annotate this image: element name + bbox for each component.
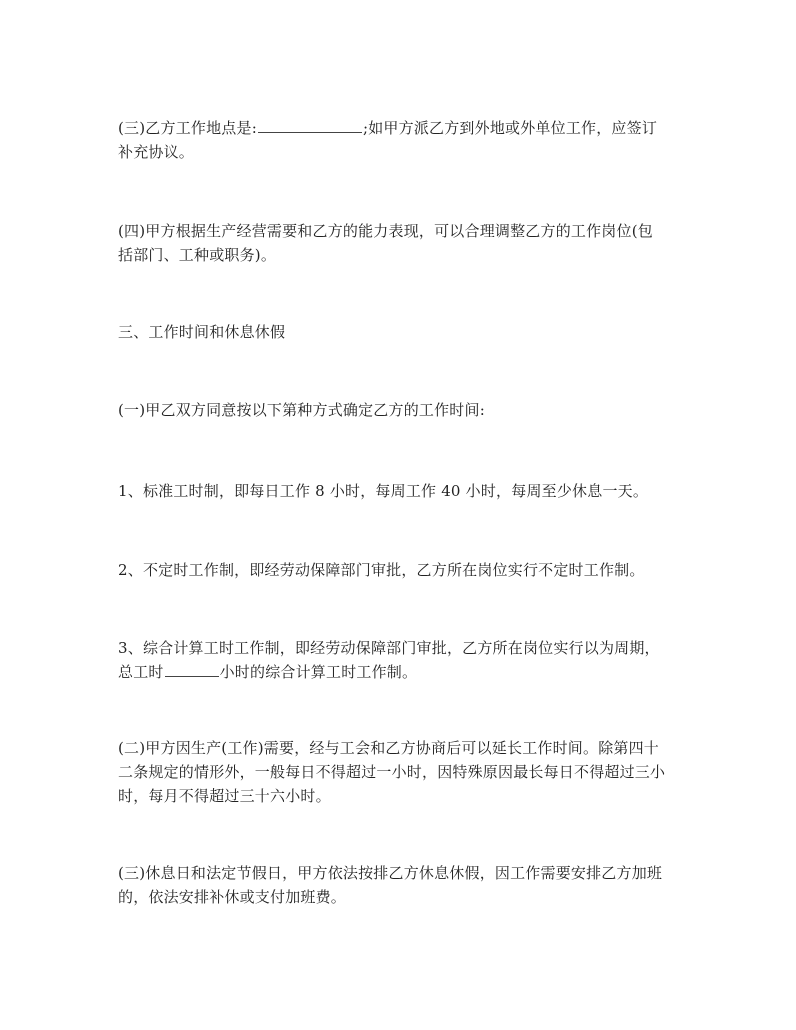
section-heading (118, 320, 688, 344)
paragraph-flexible-hours (118, 558, 688, 582)
text-segment: 小时的综合计算工时工作制。 (219, 663, 418, 681)
paragraph-line: 补充协议。 (118, 143, 195, 161)
paragraph-line: (二)甲方因生产(工作)需要，经与工会和乙方协商后可以延长工作时间。除第四十 (118, 739, 660, 757)
paragraph-line: 二条规定的情形外，一般每日不得超过一小时，因特殊原因最长每日不得超过三小 (118, 763, 666, 781)
paragraph-line: 2、不定时工作制，即经劳动保障部门审批，乙方所在岗位实行不定时工作制。 (118, 561, 645, 579)
paragraph-work-time-method (118, 398, 688, 422)
paragraph-standard-hours (118, 479, 688, 503)
paragraph-line: (一)甲乙双方同意按以下第种方式确定乙方的工作时间: (118, 401, 485, 419)
paragraph-holidays (118, 861, 688, 909)
fill-in-blank (258, 118, 362, 133)
paragraph-line (118, 116, 688, 140)
paragraph-line: 3、综合计算工时工作制，即经劳动保障部门审批，乙方所在岗位实行以为周期， (118, 639, 660, 657)
paragraph-position-adjustment (118, 219, 688, 267)
paragraph-line: 的，依法安排补休或支付加班费。 (118, 888, 347, 906)
paragraph-line: 时，每月不得超过三十六小时。 (118, 787, 331, 805)
paragraph-overtime (118, 736, 688, 808)
paragraph-line: (三)休息日和法定节假日，甲方依法按排乙方休息休假，因工作需要安排乙方加班 (118, 864, 663, 882)
text-segment: (三)乙方工作地点是: (118, 119, 257, 137)
paragraph-line: (四)甲方根据生产经营需要和乙方的能力表现，可以合理调整乙方的工作岗位(包 (118, 222, 653, 240)
text-segment: ;如甲方派乙方到外地或外单位工作，应签订 (362, 119, 658, 137)
heading-text: 三、工作时间和休息休假 (118, 323, 286, 341)
fill-in-blank (165, 662, 219, 677)
paragraph-work-location (118, 116, 688, 164)
paragraph-line: 括部门、工种或职务)。 (118, 246, 277, 264)
paragraph-line (118, 660, 688, 684)
paragraph-comprehensive-hours (118, 636, 688, 684)
text-segment: 总工时 (118, 663, 164, 681)
paragraph-line: 1、标准工时制，即每日工作 8 小时，每周工作 40 小时，每周至少休息一天。 (118, 482, 649, 500)
